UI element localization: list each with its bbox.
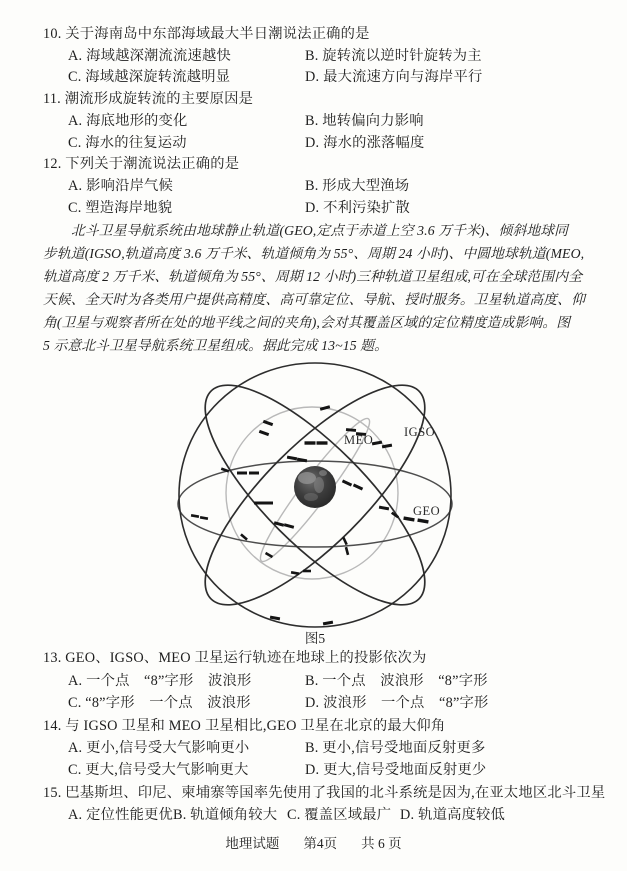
question-11-options-row-1: [43, 111, 587, 133]
footer-page-total: 共 6 页: [361, 836, 402, 851]
question-12-stem: 12. 下列关于潮流说法正确的是: [43, 156, 240, 173]
passage-line: 步轨道(IGSO,轨道高度 3.6 万千米、轨道倾角为 55°、周期 24 小时)、中圆地球轨道(MEO,: [43, 246, 585, 262]
question-10-option-d: D. 最大流速方向与海岸平行: [305, 69, 483, 86]
footer-subject: 地理试题: [225, 836, 280, 851]
question-11-option-c: C. 海水的往复运动: [68, 134, 187, 151]
passage-line: 北斗卫星导航系统由地球静止轨道(GEO,定点于赤道上空 3.6 万千米)、倾斜地球同: [71, 223, 569, 239]
question-12-option-c: C. 塑造海岸地貌: [68, 199, 173, 216]
question-13-stem: 13. GEO、IGSO、MEO 卫星运行轨迹在地球上的投影依次为: [43, 650, 427, 667]
question-13-option-c: C. “8”字形 一个点 波浪形: [68, 695, 251, 712]
question-12: [43, 154, 587, 219]
geo-orbit-label: GEO: [413, 504, 441, 519]
question-13-option-b: B. 一个点 波浪形 “8”字形: [305, 672, 488, 689]
earth: [294, 466, 336, 508]
figure-5: [43, 359, 587, 647]
question-14-option-d: D. 更大,信号受地面反射更少: [305, 762, 487, 779]
question-15-option-b: B. 轨道倾角较大: [173, 807, 278, 824]
question-10-option-a: A. 海域越深潮流流速越快: [68, 47, 232, 64]
question-15: [43, 782, 606, 827]
question-12-options-row-2: [43, 198, 587, 220]
question-13-options-row-1: [43, 670, 587, 692]
passage-line: 角(卫星与观察者所在处的地平线之间的夹角),会对其覆盖区域的定位精度造成影响。图: [43, 315, 571, 331]
question-14-stem: 14. 与 IGSO 卫星和 MEO 卫星相比,GEO 卫星在北京的最大仰角: [43, 717, 446, 734]
question-11-stem: 11. 潮流形成旋转流的主要原因是: [43, 91, 254, 108]
satellite-orbits-figure: [165, 359, 465, 631]
question-14-option-b: B. 更小,信号受地面反射更多: [305, 739, 486, 756]
question-14: [43, 715, 587, 782]
question-11-option-d: D. 海水的涨落幅度: [305, 134, 425, 151]
question-10-option-c: C. 海域越深旋转流越明显: [68, 69, 231, 86]
question-10-stem: 10. 关于海南岛中东部海域最大半日潮说法正确的是: [43, 26, 370, 42]
question-12-option-b: B. 形成大型渔场: [305, 177, 410, 194]
question-11-option-b: B. 地转偏向力影响: [305, 112, 424, 129]
question-13-options-row-2: [43, 692, 587, 714]
meo-orbit-label: MEO: [344, 433, 374, 448]
question-12-option-d: D. 不利污染扩散: [305, 199, 411, 216]
passage-line: 天候、全天时为各类用户提供高精度、高可靠定位、导航、授时服务。卫星轨道高度、仰: [43, 292, 585, 308]
exam-content: [43, 24, 606, 827]
passage-line: 5 示意北斗卫星导航系统卫星组成。据此完成 13~15 题。: [43, 338, 389, 354]
question-15-option-d: D. 轨道高度较低: [400, 807, 506, 824]
question-13: [43, 647, 587, 714]
beidou-passage: [43, 219, 587, 357]
figure-5-caption: 图5: [304, 631, 326, 647]
question-14-option-a: A. 更小,信号受大气影响更小: [68, 739, 250, 756]
igso-orbit-label: IGSO: [404, 425, 436, 440]
question-10-options-row-2: [43, 67, 587, 89]
question-15-stem: 15. 巴基斯坦、印尼、柬埔寨等国率先使用了我国的北斗系统是因为,在亚太地区北斗卫星: [43, 784, 606, 801]
question-14-options-row-2: [43, 759, 587, 781]
footer-page-number: 第4页: [303, 836, 338, 851]
question-13-option-d: D. 波浪形 一个点 “8”字形: [305, 695, 489, 712]
question-14-options-row-1: [43, 737, 587, 759]
question-15-options-row: [43, 804, 587, 826]
question-13-option-a: A. 一个点 “8”字形 波浪形: [68, 672, 252, 689]
question-15-option-c: C. 覆盖区域最广: [287, 807, 392, 824]
satellite-markers: [191, 406, 429, 626]
question-10-options-row-1: [43, 46, 587, 68]
question-12-option-a: A. 影响沿岸气候: [68, 177, 174, 194]
question-12-options-row-1: [43, 176, 587, 198]
question-15-option-a: A. 定位性能更优: [68, 807, 174, 824]
question-10-option-b: B. 旋转流以逆时针旋转为主: [305, 47, 482, 64]
question-11-option-a: A. 海底地形的变化: [68, 112, 188, 129]
passage-line: 轨道高度 2 万千米、轨道倾角为 55°、周期 12 小时)三种轨道卫星组成,可在全球范围内全: [43, 269, 583, 285]
question-10: [43, 24, 587, 89]
page-footer: [0, 836, 627, 852]
question-11: [43, 89, 587, 154]
question-14-option-c: C. 更大,信号受大气影响更大: [68, 762, 249, 779]
question-11-options-row-2: [43, 133, 587, 155]
questions-13-15: [43, 647, 606, 826]
